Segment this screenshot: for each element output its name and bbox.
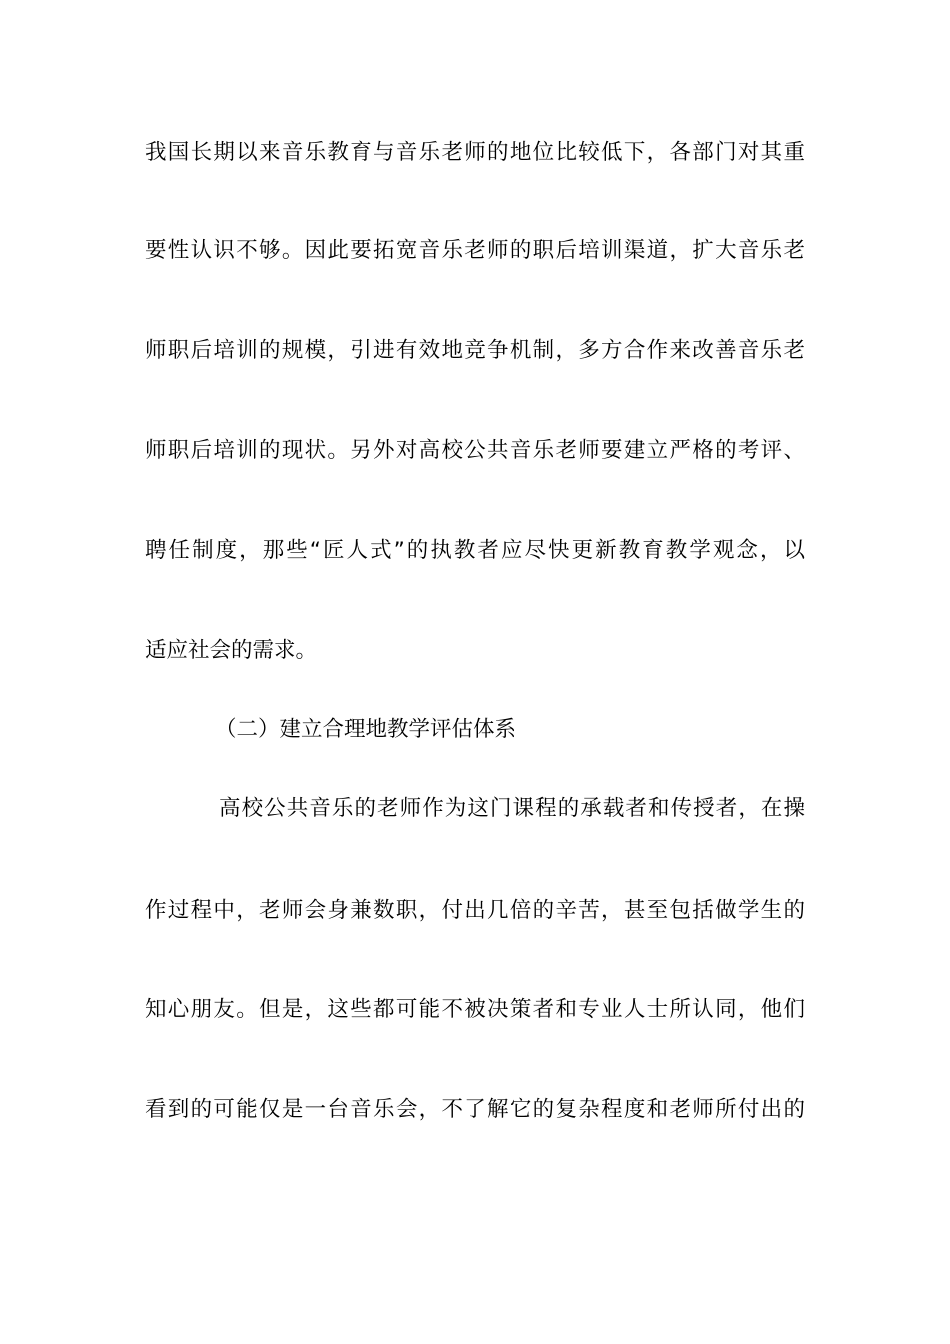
paragraph-line-last: 适应社会的需求。 [145,638,318,663]
section-heading: （二）建立合理地教学评估体系 [215,717,517,742]
paragraph-line: 看到的可能仅是一台音乐会，不了解它的复杂程度和老师所付出的 [145,1097,805,1122]
paragraph-line: 要性认识不够。因此要拓宽音乐老师的职后培训渠道，扩大音乐老 [145,238,805,263]
paragraph-line: 作过程中，老师会身兼数职，付出几倍的辛苦，甚至包括做学生的 [145,898,805,923]
paragraph-line: 师职后培训的现状。另外对高校公共音乐老师要建立严格的考评、 [145,438,805,463]
paragraph-line: 知心朋友。但是，这些都可能不被决策者和专业人士所认同，他们 [145,997,805,1022]
paragraph-line: 聘任制度，那些“匠人式”的执教者应尽快更新教育教学观念，以 [145,538,805,563]
paragraph-line: 师职后培训的规模，引进有效地竞争机制，多方合作来改善音乐老 [145,338,805,363]
paragraph-first-line: 高校公共音乐的老师作为这门课程的承载者和传授者，在操 [219,796,805,821]
paragraph-line: 我国长期以来音乐教育与音乐老师的地位比较低下，各部门对其重 [145,140,805,165]
